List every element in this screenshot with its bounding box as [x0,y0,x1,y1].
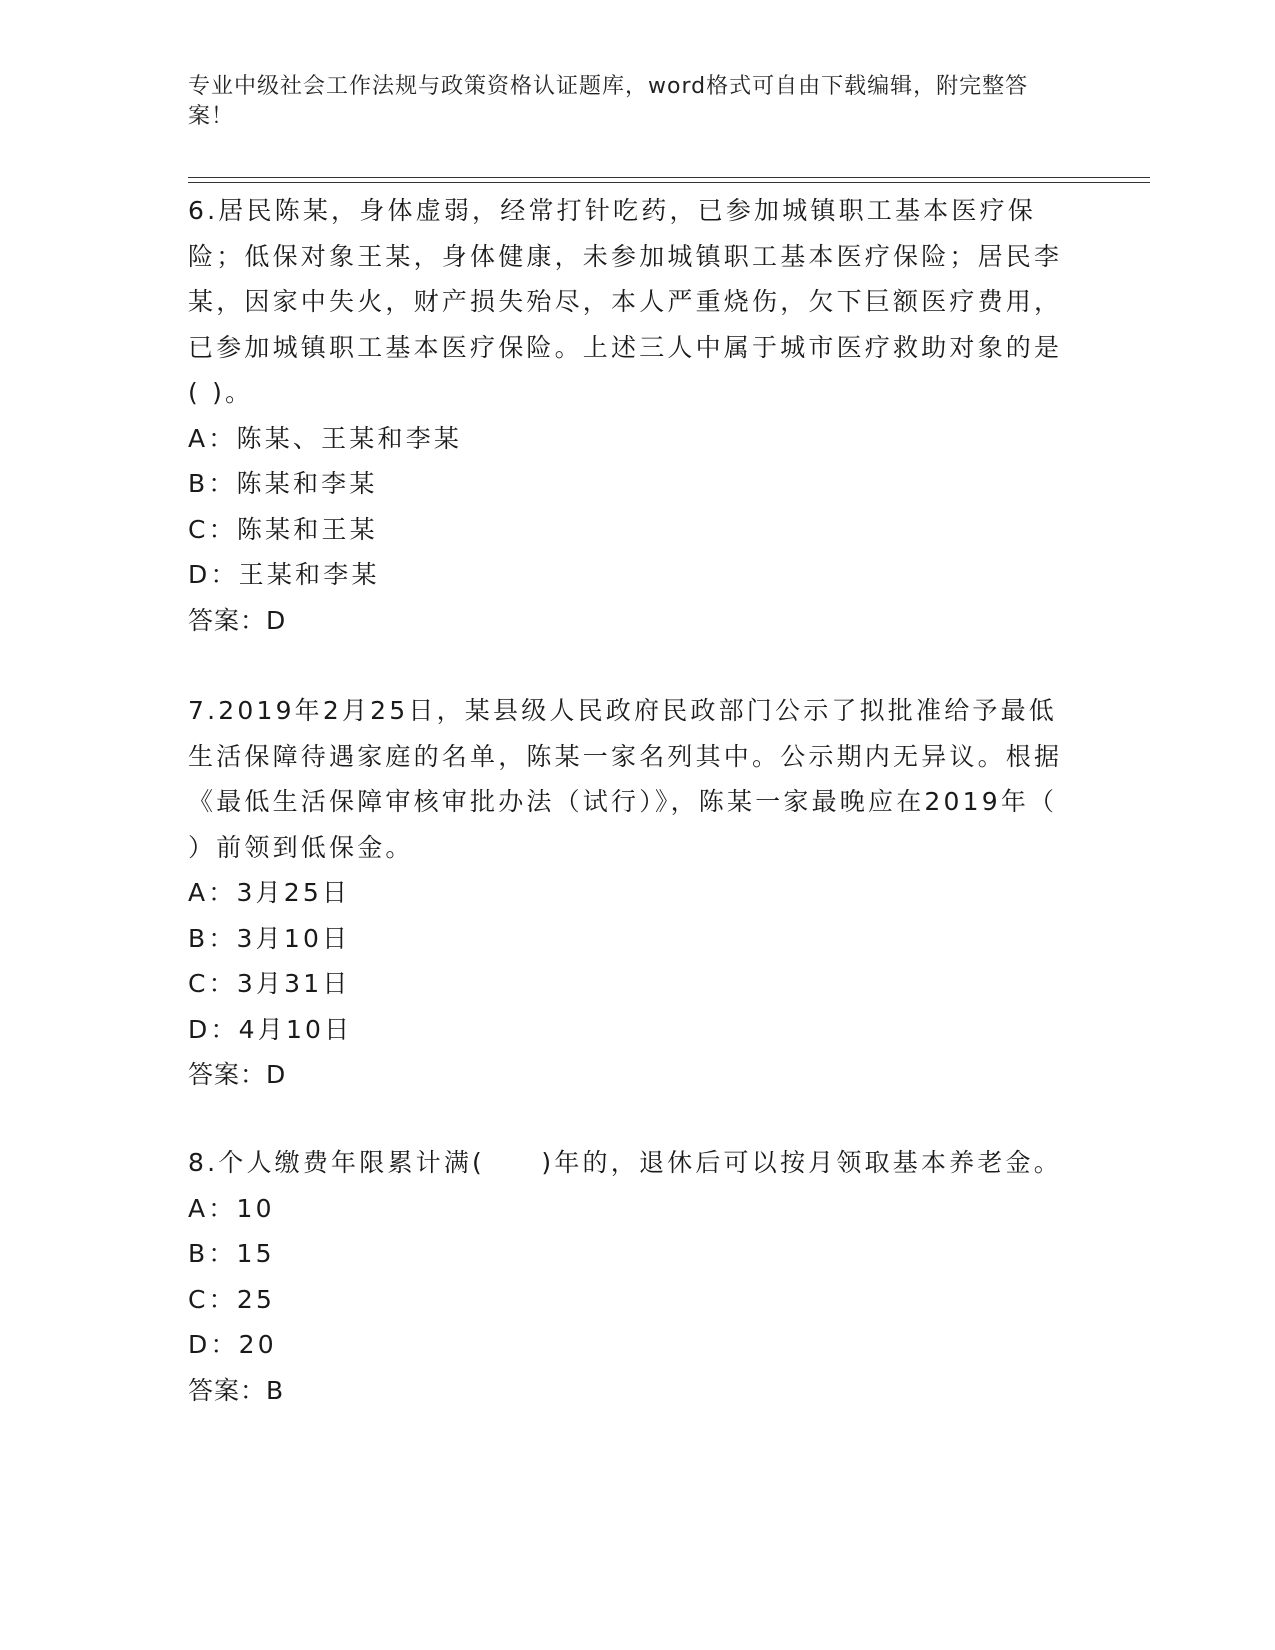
header-divider-top [188,177,1150,178]
answer: 答案：D [188,605,287,635]
option-a: A：10 [188,1193,275,1223]
question-stem: 7.2019年2月25日，某县级人民政府民政部门公示了拟批准给予最低生活保障待遇家庭的名单，陈某一家名列其中。公示期内无异议。根据《最低生活保障审核审批办法（试行）》，陈某一家最晚应在2019年（ ）前领到低保金。 [188,696,1063,862]
option-a: A：陈某、王某和李某 [188,423,463,453]
question-stem: 8.个人缴费年限累计满( )年的，退休后可以按月领取基本养老金。 [188,1148,1062,1177]
option-c: C：3月31日 [188,969,351,998]
option-b: B：陈某和李某 [188,469,378,498]
option-d: D：王某和李某 [188,560,380,589]
question-7 [188,688,1068,1098]
header-divider-bottom [188,182,1150,183]
question-8 [188,1140,1068,1413]
page-header: 专业中级社会工作法规与政策资格认证题库，word格式可自由下载编辑，附完整答案！ [188,74,1029,129]
answer: 答案：D [188,1060,287,1089]
option-b: B：3月10日 [188,923,351,953]
option-d: D：20 [188,1330,277,1359]
option-c: C：陈某和王某 [188,514,378,544]
answer: 答案：B [188,1375,285,1405]
option-c: C：25 [188,1284,276,1314]
question-stem: 6.居民陈某，身体虚弱，经常打针吃药，已参加城镇职工基本医疗保险；低保对象王某，身体健康，未参加城镇职工基本医疗保险；居民李某，因家中失火，财产损失殆尽，本人严重烧伤，欠下巨额医疗费用，已参加城镇职工基本医疗保险。上述三人中属于城市医疗救助对象的是( )。 [188,196,1063,407]
option-d: D：4月10日 [188,1014,353,1044]
option-b: B：15 [188,1239,275,1268]
option-a: A：3月25日 [188,878,351,907]
question-6 [188,188,1068,643]
